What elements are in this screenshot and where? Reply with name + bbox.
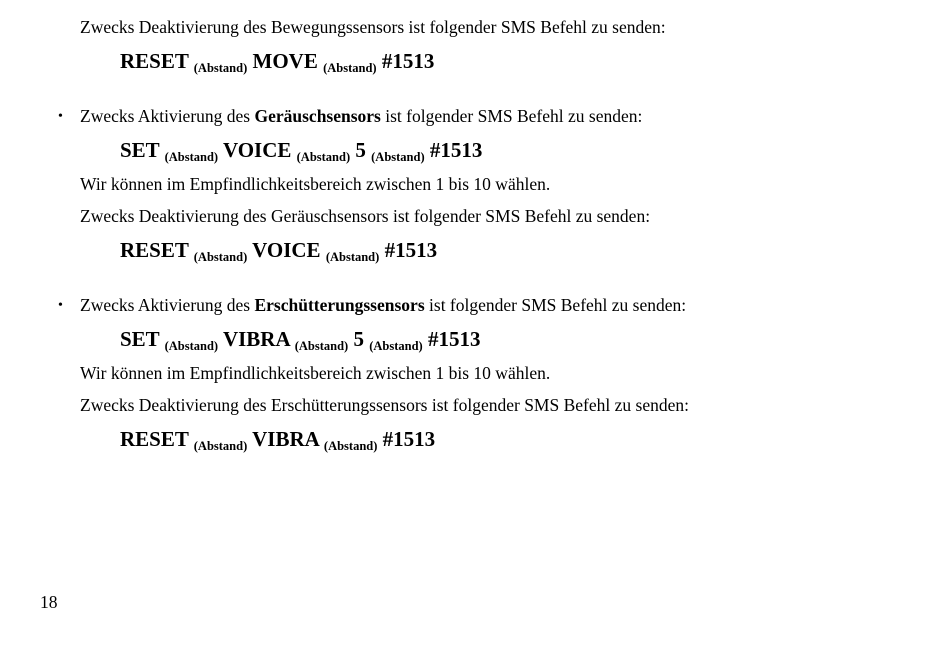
sensor-name: Erschütterungssensors — [254, 295, 425, 315]
cmd-word: VOICE — [222, 138, 292, 162]
cmd-spacer: (Abstand) — [164, 339, 219, 353]
vibra-reset-command — [120, 426, 435, 459]
voice-bullet: • — [58, 109, 63, 124]
sensor-name: Geräuschsensors — [254, 106, 381, 126]
cmd-spacer: (Abstand) — [193, 439, 248, 453]
voice-deactivate-text: Zwecks Deaktivierung des Geräuschsensors ist folgender SMS Befehl zu senden: — [80, 206, 651, 226]
cmd-spacer: (Abstand) — [325, 250, 380, 264]
cmd-word: SET — [120, 327, 160, 351]
cmd-word: RESET — [120, 427, 189, 451]
vibra-range-text: Wir können im Empfindlichkeitsbereich zwischen 1 bis 10 wählen. — [80, 363, 551, 383]
cmd-word: SET — [120, 138, 160, 162]
cmd-code: #1513 — [384, 238, 438, 262]
cmd-spacer: (Abstand) — [323, 439, 378, 453]
voice-set-command — [120, 137, 482, 170]
cmd-number: 5 — [355, 138, 366, 162]
cmd-spacer: (Abstand) — [296, 150, 351, 164]
vibra-activate-text — [80, 294, 686, 316]
voice-activate-text — [80, 105, 642, 127]
cmd-word: VIBRA — [222, 327, 290, 351]
cmd-word: VOICE — [252, 238, 321, 262]
move-reset-command — [120, 48, 434, 81]
cmd-code: #1513 — [381, 49, 435, 73]
vibra-set-command — [120, 326, 480, 359]
cmd-spacer: (Abstand) — [164, 150, 219, 164]
vibra-bullet: • — [58, 298, 63, 313]
cmd-code: #1513 — [382, 427, 436, 451]
text-segment: ist folgender SMS Befehl zu senden: — [424, 295, 687, 315]
cmd-code: #1513 — [427, 327, 481, 351]
vibra-deactivate-text: Zwecks Deaktivierung des Erschütterungssensors ist folgender SMS Befehl zu senden: — [80, 395, 689, 415]
cmd-word: VIBRA — [252, 427, 319, 451]
voice-range-text: Wir können im Empfindlichkeitsbereich zwischen 1 bis 10 wählen. — [80, 174, 551, 194]
cmd-spacer: (Abstand) — [369, 339, 423, 353]
move-deactivate-text: Zwecks Deaktivierung des Bewegungssensors ist folgender SMS Befehl zu senden: — [80, 17, 666, 37]
voice-reset-command — [120, 237, 437, 270]
cmd-word: RESET — [120, 49, 189, 73]
cmd-spacer: (Abstand) — [294, 339, 349, 353]
cmd-spacer: (Abstand) — [323, 61, 377, 75]
cmd-spacer: (Abstand) — [193, 61, 248, 75]
page-number: 18 — [40, 592, 58, 612]
cmd-word: RESET — [120, 238, 189, 262]
cmd-number: 5 — [353, 327, 364, 351]
text-segment: Zwecks Aktivierung des — [80, 295, 255, 315]
cmd-spacer: (Abstand) — [193, 250, 248, 264]
cmd-spacer: (Abstand) — [371, 150, 425, 164]
cmd-word: MOVE — [252, 49, 318, 73]
text-segment: ist folgender SMS Befehl zu senden: — [380, 106, 643, 126]
cmd-code: #1513 — [429, 138, 483, 162]
text-segment: Zwecks Aktivierung des — [80, 106, 255, 126]
